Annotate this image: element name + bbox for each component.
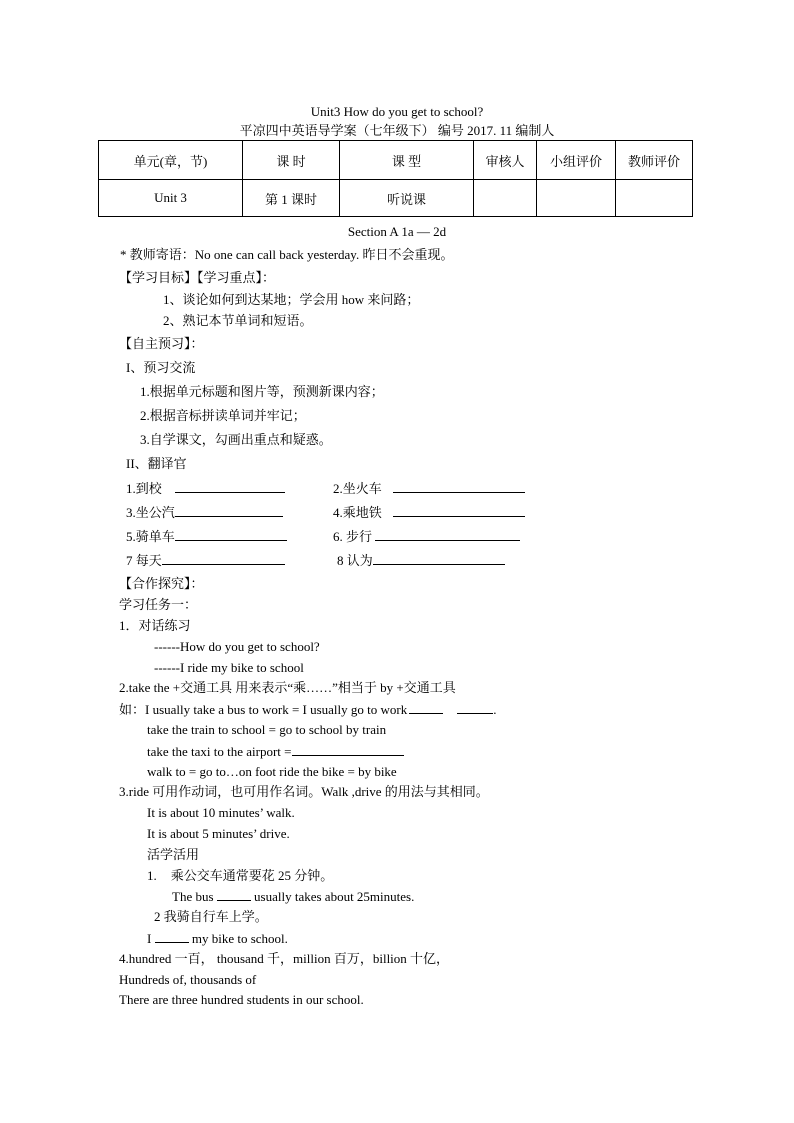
- practice-question: 1. 乘公交车通常要花 25 分钟。: [147, 868, 334, 883]
- point-title: 2.take the +交通工具 用来表示“乘……”相当于 by +交通工具: [119, 680, 456, 695]
- example-line: take the train to school = go to school by train: [147, 722, 387, 737]
- section-label: Section A 1a — 2d: [347, 224, 447, 239]
- answer-blank[interactable]: [393, 481, 525, 493]
- practice-answer-line: The bus usually takes about 25minutes.: [172, 889, 415, 904]
- translate-item: 6. 步行: [333, 529, 520, 543]
- dialog-line: ------How do you get to school?: [154, 639, 320, 654]
- example-line: There are three hundred students in our school.: [119, 992, 364, 1007]
- cell-reviewer: [474, 180, 537, 217]
- document-subtitle: 平凉四中英语导学案（七年级下） 编号 2017. 11 编制人: [239, 123, 555, 138]
- answer-blank[interactable]: [175, 481, 285, 493]
- cell-unit: Unit 3: [99, 180, 243, 217]
- translate-item: 1.到校: [126, 481, 285, 495]
- header-cell-reviewer: 审核人: [474, 141, 537, 180]
- cell-teacher-eval: [616, 180, 693, 217]
- cell-group-eval: [537, 180, 616, 217]
- preview-heading: 【自主预习】：: [119, 336, 204, 351]
- answer-blank[interactable]: [393, 505, 525, 517]
- translate-item: 2.坐火车: [333, 481, 525, 495]
- translate-subheading: II、翻译官: [126, 456, 187, 471]
- point-title: 3.ride 可用作动词，也可用作名词。Walk ,drive 的用法与其相同。: [119, 784, 489, 799]
- header-cell-teacher-eval: 教师评价: [616, 141, 693, 180]
- header-cell-unit: 单元(章，节): [99, 141, 243, 180]
- header-cell-period: 课 时: [243, 141, 340, 180]
- translate-item: 4.乘地铁: [333, 505, 525, 519]
- header-cell-group-eval: 小组评价: [537, 141, 616, 180]
- point-title: 4.hundred 一百， thousand 千，million 百万，billion 十亿，: [119, 951, 450, 966]
- goal-item: 2、熟记本节单词和短语。: [163, 313, 313, 328]
- translate-item: 8 认为: [337, 553, 505, 567]
- lesson-info-table: [98, 140, 693, 217]
- translate-item: 5.骑单车: [126, 529, 287, 543]
- header-cell-type: 课 型: [340, 141, 474, 180]
- answer-blank[interactable]: [175, 529, 287, 541]
- task-heading: 学习任务一：: [119, 597, 198, 612]
- answer-blank[interactable]: [292, 744, 404, 756]
- example-line: 如：I usually take a bus to work = I usually go to work .: [119, 702, 497, 717]
- practice-answer-line: I my bike to school.: [147, 931, 288, 946]
- goals-heading: 【学习目标】【学习重点】：: [119, 270, 276, 285]
- preview-item: 1.根据单元标题和图片等，预测新课内容；: [140, 384, 384, 399]
- translate-item: 3.坐公汽: [126, 505, 283, 519]
- document-title: Unit3 How do you get to school?: [310, 104, 484, 119]
- teacher-note: * 教师寄语：No one can call back yesterday. 昨日不会重现。: [120, 247, 454, 262]
- example-line: walk to = go to…on foot ride the bike = by bike: [147, 764, 397, 779]
- explore-heading: 【合作探究】：: [119, 576, 204, 591]
- answer-blank[interactable]: [175, 505, 283, 517]
- example-line: It is about 5 minutes’ drive.: [147, 826, 290, 841]
- answer-blank[interactable]: [155, 931, 189, 943]
- example-line: take the taxi to the airport =: [147, 744, 404, 758]
- goal-item: 1、谈论如何到达某地；学会用 how 来问路；: [163, 292, 420, 307]
- preview-subheading: I、预习交流: [126, 360, 196, 375]
- answer-blank[interactable]: [162, 553, 285, 565]
- answer-blank[interactable]: [409, 702, 443, 714]
- example-line: Hundreds of, thousands of: [119, 972, 257, 987]
- translate-item: 7 每天: [126, 553, 285, 567]
- answer-blank[interactable]: [457, 702, 493, 714]
- answer-blank[interactable]: [217, 889, 251, 901]
- preview-item: 2.根据音标拼读单词并牢记；: [140, 408, 306, 423]
- point-title: 1．对话练习: [119, 618, 191, 633]
- example-line: It is about 10 minutes’ walk.: [147, 805, 295, 820]
- preview-item: 3.自学课文，勾画出重点和疑惑。: [140, 432, 332, 447]
- answer-blank[interactable]: [373, 553, 505, 565]
- practice-question: 2 我骑自行车上学。: [154, 909, 268, 924]
- practice-heading: 活学活用: [147, 847, 200, 862]
- answer-blank[interactable]: [375, 529, 520, 541]
- cell-period: 第 1 课时: [243, 180, 340, 217]
- cell-type: 听说课: [340, 180, 474, 217]
- dialog-line: ------I ride my bike to school: [154, 660, 304, 675]
